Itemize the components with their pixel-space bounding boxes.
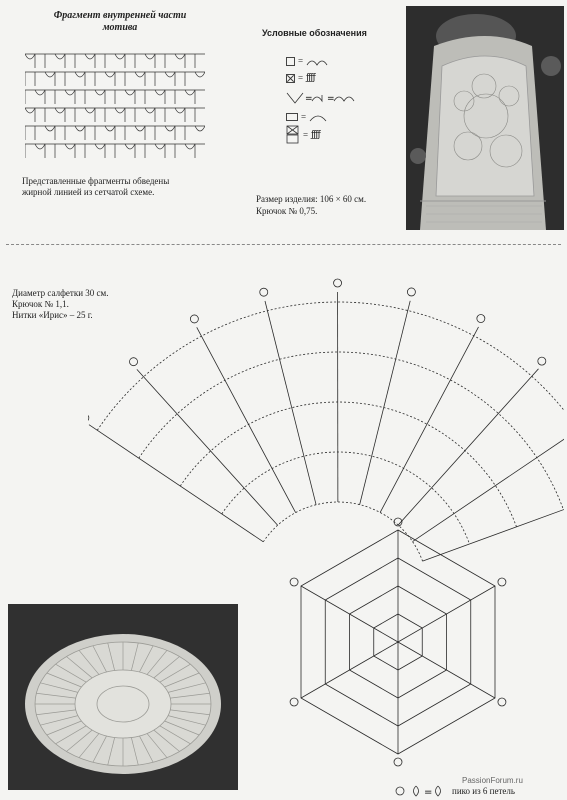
- equals-sign-icon: =: [303, 130, 309, 140]
- equals-sign-icon: =: [298, 73, 304, 83]
- fragment-title-line2: мотива: [102, 22, 138, 33]
- svg-text:=: =: [424, 787, 433, 798]
- doily-photo: [8, 604, 238, 790]
- filled-cell-icon: [286, 74, 295, 83]
- doily-illustration: [8, 604, 238, 790]
- picot-note: пико из 6 петель: [452, 786, 516, 796]
- svg-text:=: =: [305, 94, 313, 104]
- legend-half-cell: [286, 110, 327, 124]
- arch-cells-icon: [286, 91, 362, 105]
- legend-filled-cell: [286, 71, 315, 85]
- table-runner-illustration: [406, 6, 564, 230]
- double-crochet-group-icon: ƒƒƒƒ: [306, 73, 315, 83]
- single-arc-icon: [309, 111, 327, 123]
- svg-text:=: =: [327, 94, 335, 104]
- legend-combined-cell: [286, 128, 320, 142]
- size-line1: Размер изделия: 106 × 60 см.: [256, 194, 367, 204]
- fragment-title: [30, 10, 210, 34]
- doily-spec-line3: Нитки «Ирис» – 25 г.: [12, 310, 93, 320]
- fragment-title-line1: Фрагмент внутренней части: [53, 10, 187, 21]
- size-line2: Крючок № 0,75.: [256, 206, 318, 216]
- section-divider: [6, 244, 561, 245]
- legend-open-cell: [286, 54, 328, 68]
- half-cell-icon: [286, 113, 298, 121]
- doily-spec-line1: Диаметр салфетки 30 см.: [12, 288, 109, 298]
- picot-legend-symbols: [394, 784, 444, 798]
- doily-spec-line2: Крючок № 1,1.: [12, 299, 69, 309]
- open-mesh-icon: [286, 57, 295, 66]
- table-runner-photo: [406, 6, 564, 230]
- legend-arch-row: [286, 91, 362, 105]
- chain-mesh-icon: [306, 55, 328, 67]
- site-watermark: PassionForum.ru: [462, 776, 523, 785]
- fragment-note: Представленные фрагменты обведены жирной линией из сетчатой схеме.: [22, 176, 170, 197]
- stitch-group-icon: ƒƒƒƒ: [311, 130, 320, 140]
- stacked-cells-icon: [286, 125, 300, 145]
- equals-sign-icon: =: [298, 56, 304, 66]
- filet-chart-fragment: [25, 50, 205, 158]
- legend-title: Условные обозначения: [262, 28, 367, 38]
- equals-sign-icon: =: [301, 112, 307, 122]
